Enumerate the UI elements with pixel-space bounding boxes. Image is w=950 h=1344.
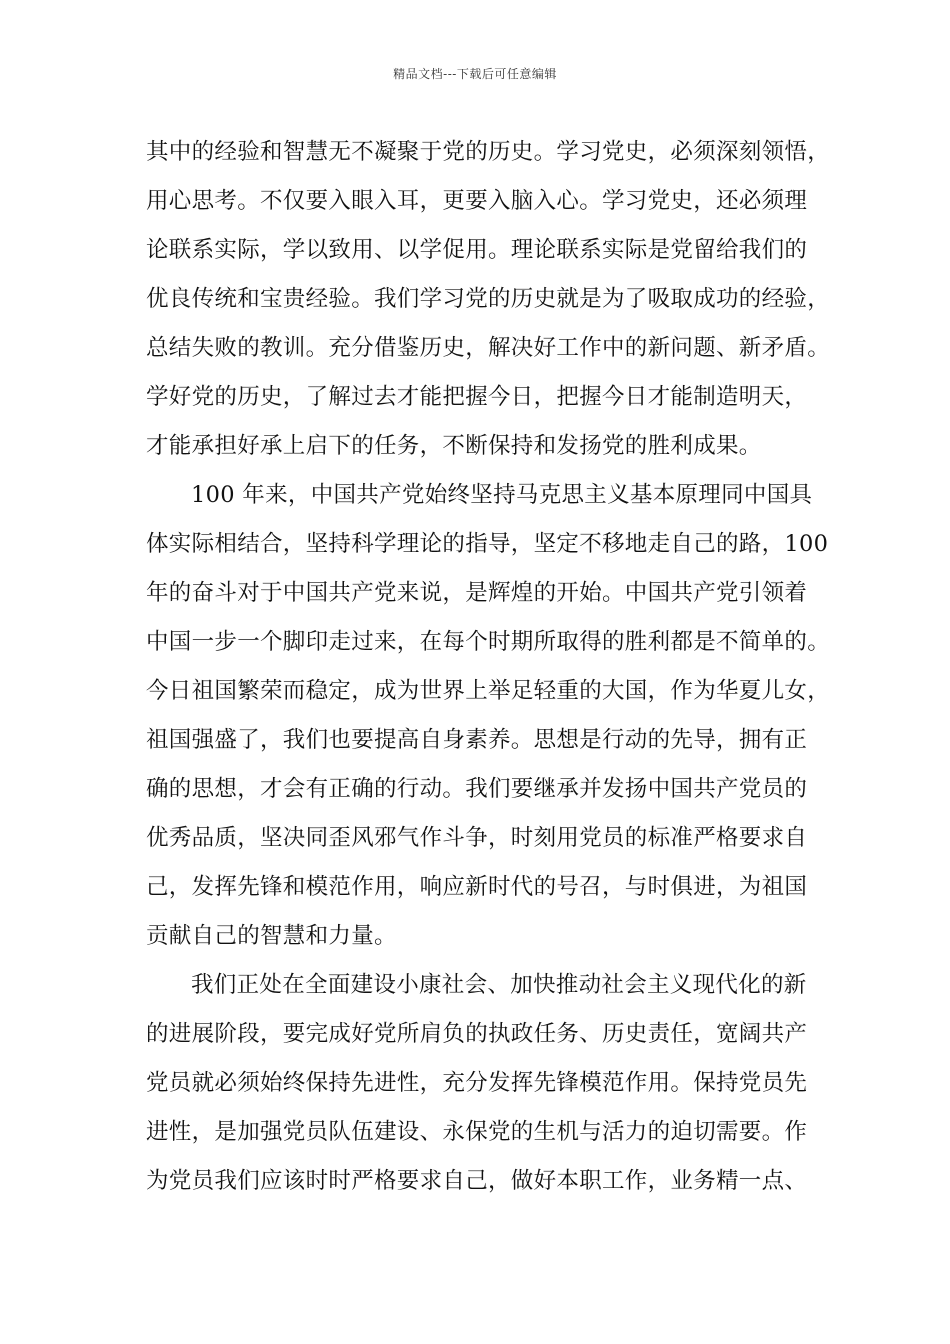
text-line-first: 我们正处在全面建设小康社会、加快推动社会主义现代化的新	[191, 972, 807, 998]
text-line: 才能承担好承上启下的任务，不断保持和发扬党的胜利成果。	[146, 433, 762, 459]
page-header: 精品文档---下载后可任意编辑	[393, 67, 557, 81]
text-line: 党员就必须始终保持先进性，充分发挥先锋模范作用。保持党员先	[146, 1070, 808, 1096]
paragraph-3	[146, 961, 826, 1206]
text-line: 用心思考。不仅要入眼入耳，更要入脑入心。学习党史，还必须理	[146, 188, 808, 214]
text-line: 论联系实际，学以致用、以学促用。理论联系实际是党留给我们的	[146, 237, 808, 263]
text-line: 的进展阶段，要完成好党所肩负的执政任务、历史责任，宽阔共产	[146, 1021, 808, 1047]
text-line: 年的奋斗对于中国共产党来说，是辉煌的开始。中国共产党引领着	[146, 580, 808, 606]
paragraph-1	[146, 128, 831, 471]
paragraph-2	[146, 471, 831, 961]
text-line: 为党员我们应该时时严格要求自己，做好本职工作，业务精一点、	[146, 1168, 808, 1194]
text-line: 祖国强盛了，我们也要提高自身素养。思想是行动的先导，拥有正	[146, 727, 808, 753]
text-line: 中国一步一个脚印走过来，在每个时期所取得的胜利都是不简单的。	[146, 629, 831, 655]
text-line: 确的思想，才会有正确的行动。我们要继承并发扬中国共产党员的	[146, 776, 808, 802]
text-line-first: 100 年来，中国共产党始终坚持马克思主义基本原理同中国具	[191, 482, 813, 508]
document-body	[146, 128, 831, 1206]
text-line: 其中的经验和智慧无不凝聚于党的历史。学习党史，必须深刻领悟，	[146, 139, 831, 165]
text-line: 优秀品质，坚决同歪风邪气作斗争，时刻用党员的标准严格要求自	[146, 825, 808, 851]
text-line: 贡献自己的智慧和力量。	[146, 923, 397, 949]
text-line: 今日祖国繁荣而稳定，成为世界上举足轻重的大国，作为华夏儿女，	[146, 678, 831, 704]
text-line: 体实际相结合，坚持科学理论的指导，坚定不移地走自己的路，100	[146, 531, 829, 557]
text-line: 己，发挥先锋和模范作用，响应新时代的号召，与时俱进，为祖国	[146, 874, 808, 900]
text-line: 学好党的历史，了解过去才能把握今日，把握今日才能制造明天，	[146, 384, 808, 410]
text-line: 进性，是加强党员队伍建设、永保党的生机与活力的迫切需要。作	[146, 1119, 808, 1145]
text-line: 总结失败的教训。充分借鉴历史，解决好工作中的新问题、新矛盾。	[146, 335, 831, 361]
text-line: 优良传统和宝贵经验。我们学习党的历史就是为了吸取成功的经验，	[146, 286, 831, 312]
